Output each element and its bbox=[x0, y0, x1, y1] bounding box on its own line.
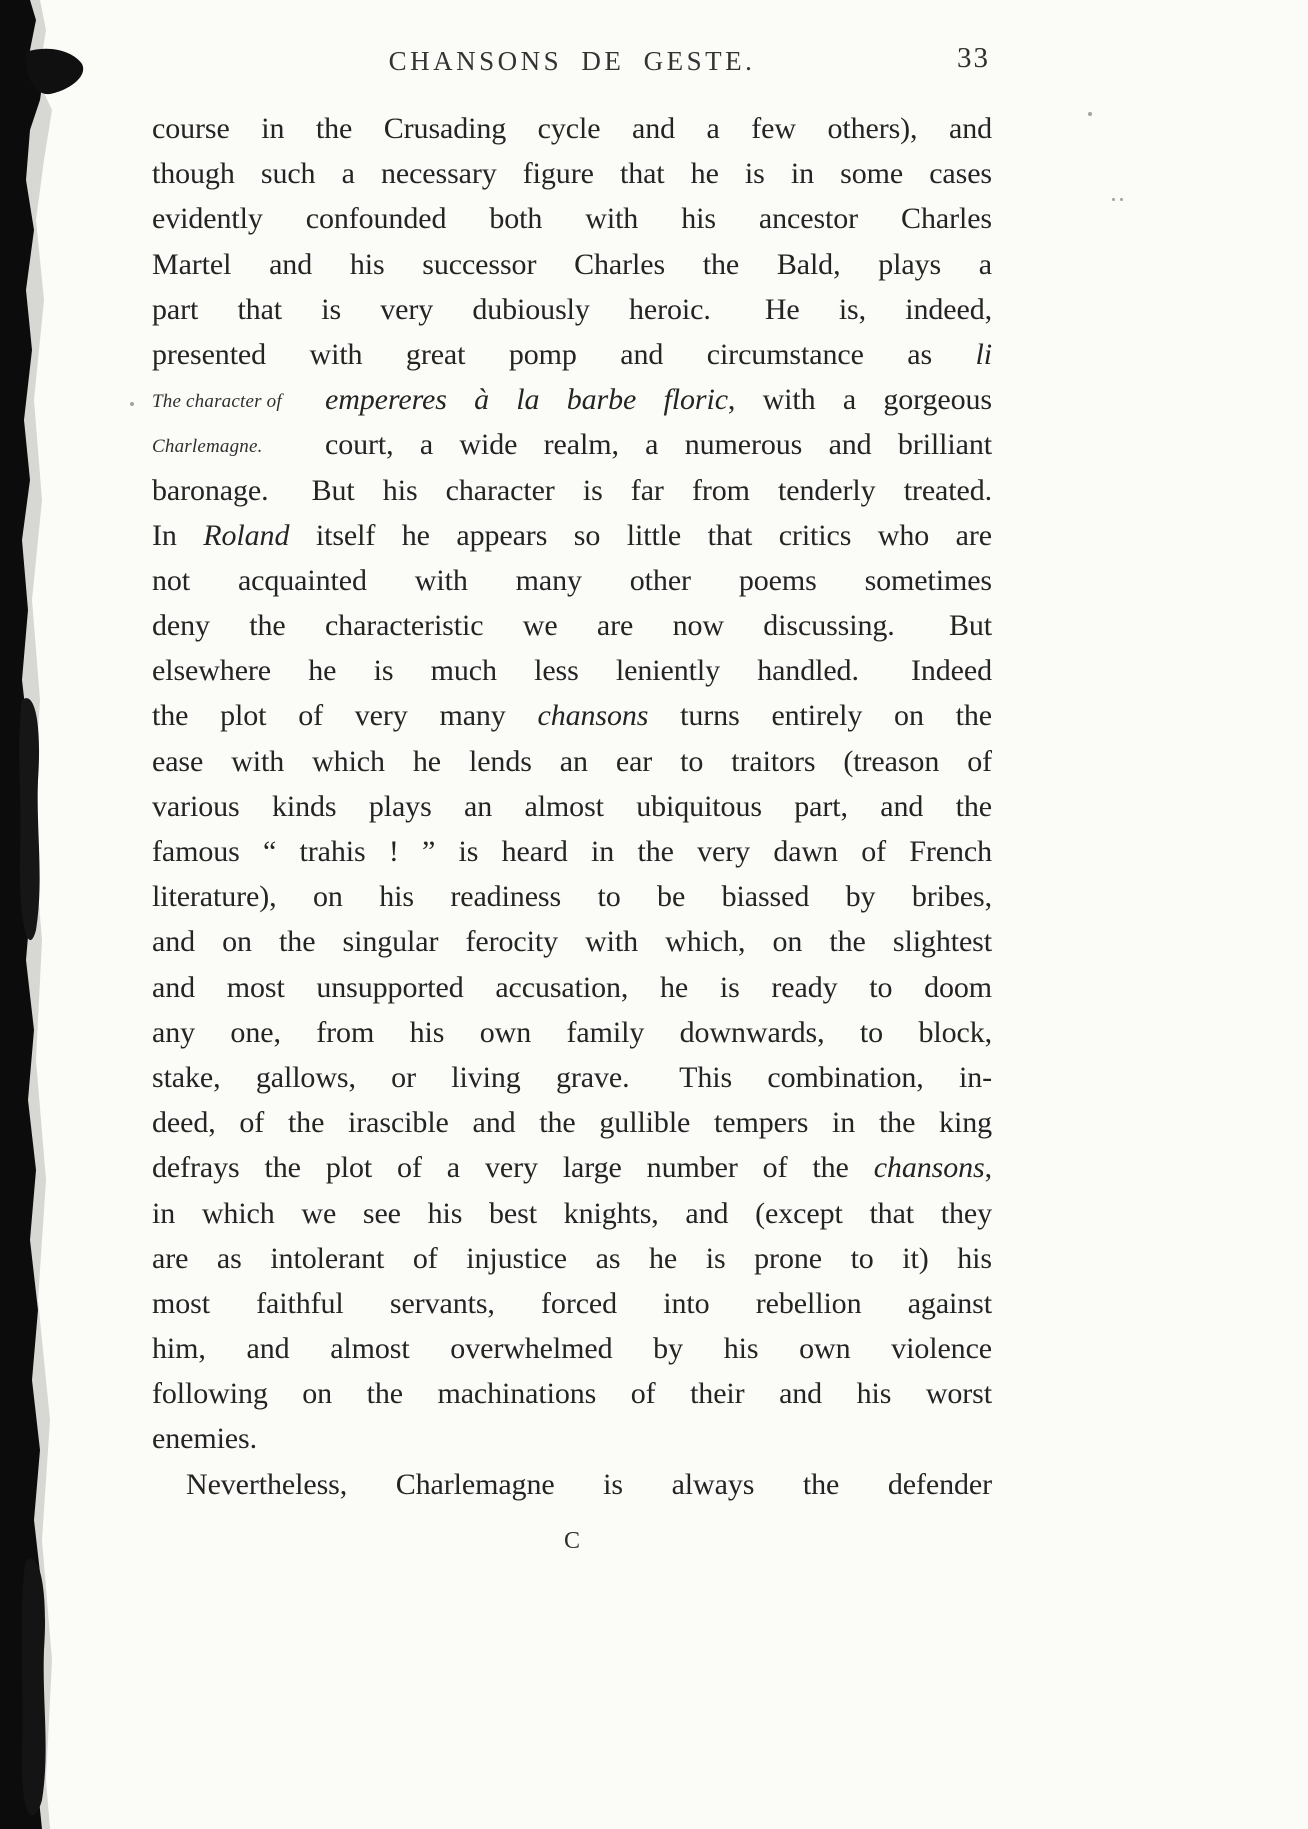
text-segment: and most unsupported accusation, he is ready to doom bbox=[152, 970, 992, 1004]
text-segment: Nevertheless, Charlemagne is always the defender bbox=[186, 1467, 992, 1501]
binding-scan-artifact bbox=[0, 0, 100, 1829]
text-segment: most faithful servants, forced into rebellion against bbox=[152, 1286, 992, 1320]
text-line bbox=[152, 1055, 992, 1100]
text-segment: part that is very dubiously heroic. He is, indeed, bbox=[152, 292, 992, 326]
text-line bbox=[152, 784, 992, 829]
text-line bbox=[152, 1191, 992, 1236]
scan-speck bbox=[1088, 112, 1092, 116]
text-line bbox=[152, 1010, 992, 1055]
text-segment: defrays the plot of a very large number of the bbox=[152, 1151, 874, 1185]
text-segment: and on the singular ferocity with which, on the slightest bbox=[152, 925, 992, 959]
text-line bbox=[152, 468, 992, 513]
text-segment: the plot of very many bbox=[152, 699, 538, 733]
text-line bbox=[152, 422, 992, 467]
text-segment: baronage. But his character is far from tenderly treated. bbox=[152, 473, 992, 507]
text-line bbox=[152, 603, 992, 648]
text-segment: enemies. bbox=[152, 1422, 257, 1456]
text-line bbox=[152, 332, 992, 377]
text-line bbox=[152, 287, 992, 332]
text-line bbox=[152, 829, 992, 874]
scan-speck bbox=[1120, 198, 1123, 201]
italic-text-segment: li bbox=[975, 337, 992, 371]
text-line bbox=[152, 106, 992, 151]
text-segment: famous “ trahis ! ” is heard in the very dawn of French bbox=[152, 835, 992, 868]
text-segment: him, and almost overwhelmed by his own violence bbox=[152, 1332, 992, 1366]
text-line bbox=[152, 196, 992, 241]
running-header bbox=[152, 42, 992, 84]
text-segment: presented with great pomp and circumstance as bbox=[152, 337, 976, 371]
italic-text-segment: chansons bbox=[873, 1151, 985, 1185]
text-segment: not acquainted with many other poems sometimes bbox=[152, 563, 992, 597]
text-line bbox=[152, 1236, 992, 1281]
text-segment: deny the characteristic we are now discussing. But bbox=[152, 609, 992, 643]
text-line bbox=[152, 1281, 992, 1326]
italic-text-segment: Roland bbox=[203, 518, 290, 552]
italic-text-segment: empereres à la barbe floric bbox=[325, 383, 728, 417]
text-line bbox=[152, 648, 992, 693]
text-line bbox=[152, 1462, 992, 1507]
text-line bbox=[152, 919, 992, 964]
text-segment: any one, from his own family downwards, to block, bbox=[152, 1015, 992, 1049]
text-segment: ease with which he lends an ear to traitors (treason of bbox=[152, 744, 992, 778]
text-segment: following on the machinations of their and his worst bbox=[152, 1377, 992, 1411]
text-segment: evidently confounded both with his ancestor Charles bbox=[152, 202, 992, 236]
text-line bbox=[152, 1416, 992, 1461]
text-line bbox=[152, 151, 992, 196]
text-segment: though such a necessary figure that he is in some cases bbox=[152, 157, 992, 191]
text-segment: , with a gorgeous bbox=[727, 383, 992, 417]
text-segment: elsewhere he is much less leniently handled. Indeed bbox=[152, 654, 992, 688]
text-line bbox=[152, 1100, 992, 1145]
margin-note: The character of bbox=[152, 391, 282, 413]
text-segment: court, a wide realm, a numerous and brilliant bbox=[325, 428, 992, 462]
text-segment: itself he appears so little that critics who are bbox=[289, 518, 992, 552]
margin-note: Charlemagne. bbox=[152, 436, 263, 458]
text-segment: various kinds plays an almost ubiquitous part, and the bbox=[152, 789, 992, 823]
page-number: 33 bbox=[957, 42, 990, 74]
text-segment: are as intolerant of injustice as he is prone to it) his bbox=[152, 1241, 992, 1275]
text-line bbox=[152, 377, 992, 422]
text-line bbox=[152, 1326, 992, 1371]
text-line bbox=[152, 693, 992, 738]
scan-speck bbox=[130, 402, 134, 406]
text-segment: literature), on his readiness to be biassed by bribes, bbox=[152, 880, 992, 914]
text-line bbox=[152, 739, 992, 784]
signature-mark: C bbox=[563, 1528, 580, 1554]
text-segment: turns entirely on the bbox=[648, 699, 992, 733]
text-line bbox=[152, 874, 992, 919]
text-segment: stake, gallows, or living grave. This combination, in- bbox=[152, 1060, 992, 1094]
text-segment: in which we see his best knights, and (except that they bbox=[152, 1196, 992, 1230]
scan-speck bbox=[1112, 198, 1115, 201]
text-segment: deed, of the irascible and the gullible tempers in the king bbox=[152, 1106, 992, 1140]
running-header-title: CHANSONS DE GESTE. bbox=[388, 46, 756, 76]
text-segment: In bbox=[152, 518, 204, 552]
text-line bbox=[152, 1145, 992, 1190]
body-text bbox=[152, 106, 992, 1507]
text-segment: course in the Crusading cycle and a few others), and bbox=[152, 112, 992, 145]
text-segment: Martel and his successor Charles the Bald, plays a bbox=[152, 247, 992, 281]
text-segment: , bbox=[984, 1151, 992, 1185]
text-line bbox=[152, 513, 992, 558]
text-line bbox=[152, 1371, 992, 1416]
text-line bbox=[152, 558, 992, 603]
italic-text-segment: chansons bbox=[537, 699, 649, 733]
text-line bbox=[152, 242, 992, 287]
text-line bbox=[152, 965, 992, 1010]
